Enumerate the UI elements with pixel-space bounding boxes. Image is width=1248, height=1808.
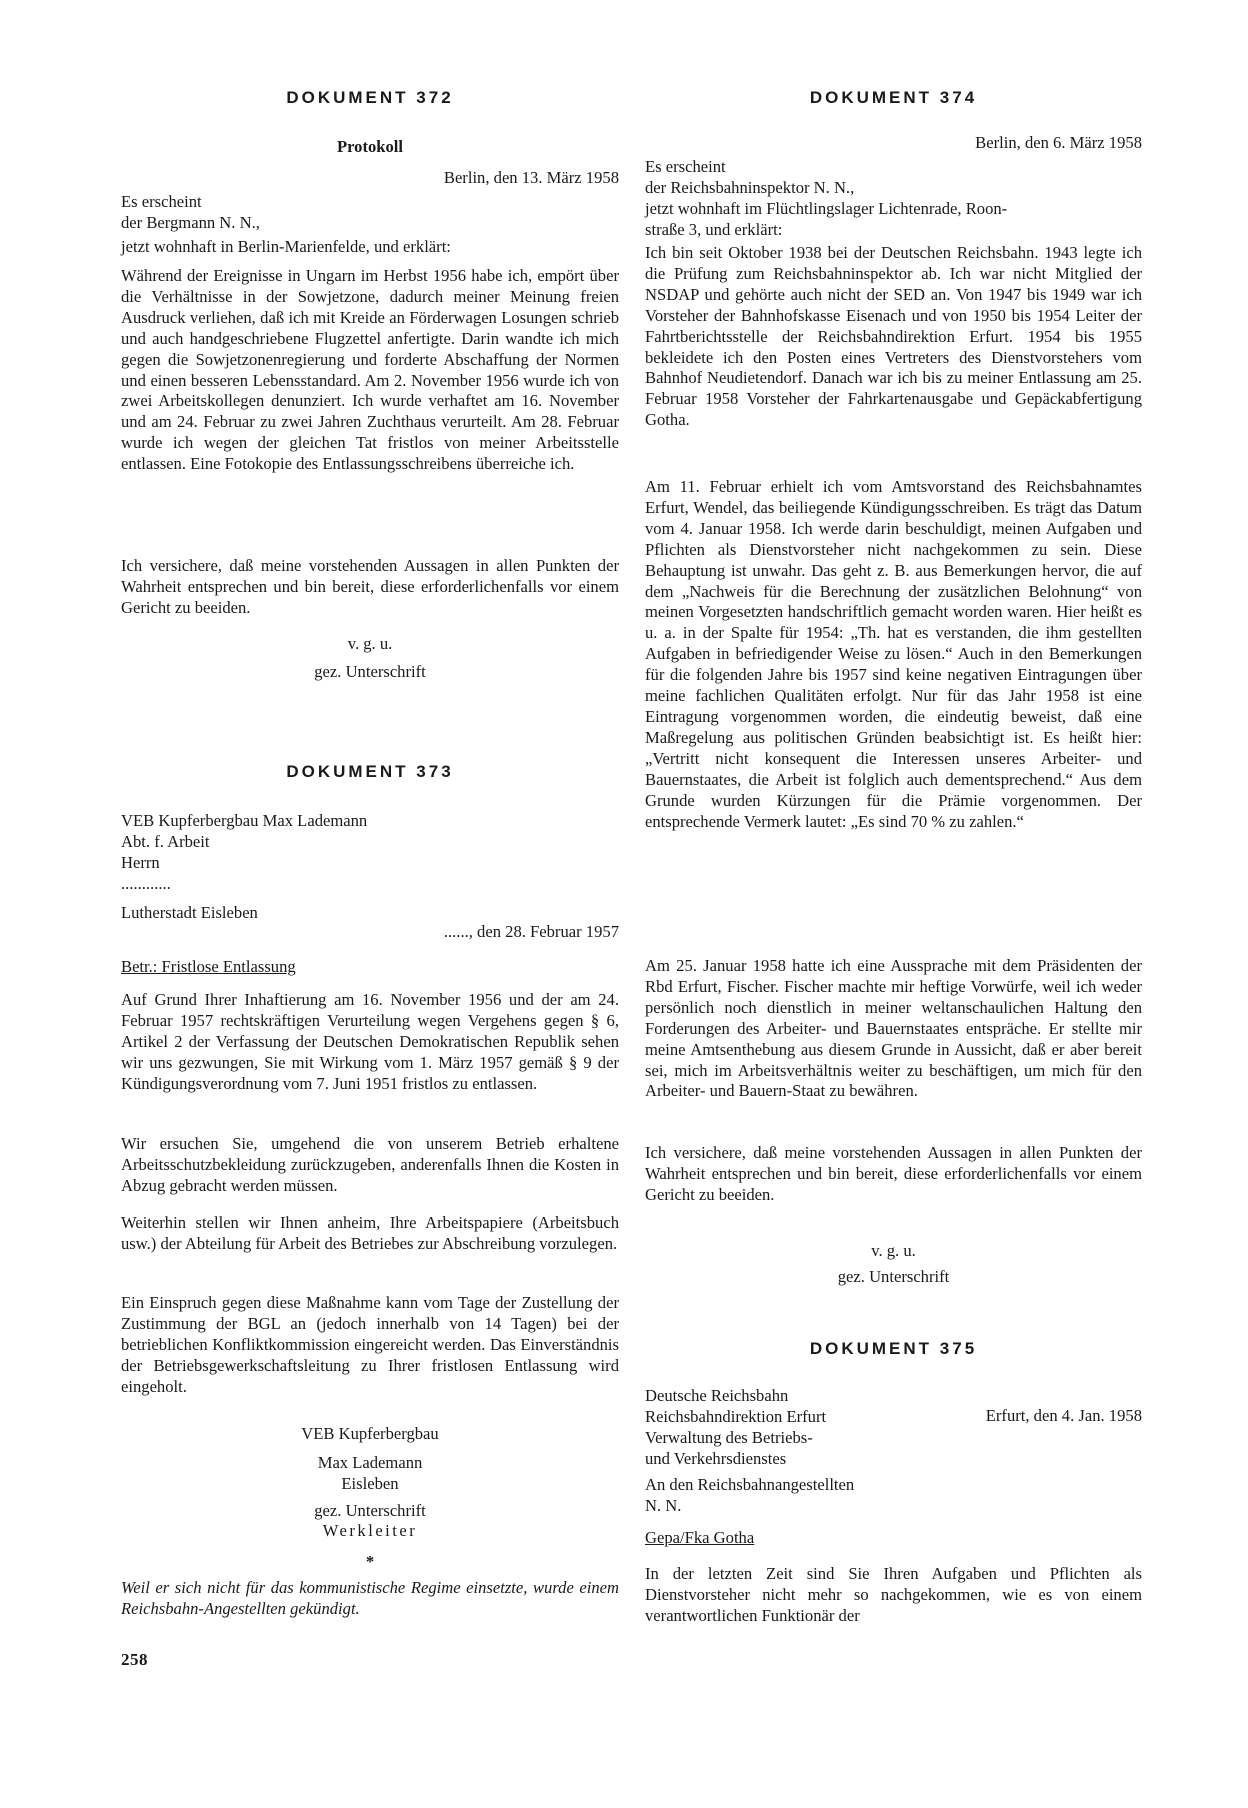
doc373-role: Werkleiter: [322, 1521, 418, 1540]
doc373-sender: [121, 811, 619, 895]
doc374-intro-line-1: Es erscheint: [645, 157, 726, 176]
doc373-place: Lutherstadt Eisleben: [121, 903, 258, 922]
doc375-heading: DOKUMENT 375: [809, 1339, 978, 1358]
doc373-closing1: VEB Kupferbergbau: [301, 1424, 439, 1443]
doc374-para2: Am 11. Februar erhielt ich vom Amtsvorstand des Reichsbahnamtes Erfurt, Wendel, das beiliegende Kündigungsschreiben. Es trägt das Datum vom 4. Januar 1958. Ich werde darin beschuldigt, meinen Aufgaben und Pflichten als Dienstvorsteher nicht nachgekommen zu sein. Diese Behauptung ist unwahr. Das geht z. B. aus Bemerkungen hervor, die auf dem „Nachweis für die Berechnung der zusätzlichen Belohnung“ von meinen Vorgesetzten handschriftlich gemacht worden waren. Hier heißt es u. a. in der Spalte für 1954: „Th. hat es verstanden, die ihm gestellten Aufgaben in befriedigender Weise zu lösen.“ Auch in den Bemerkungen für die folgenden Jahre bis 1957 sind keine negativen Eintragungen über meine fachlichen Qualitäten erfolgt. Nur für das Jahr 1958 ist eine Eintragung vorgenommen worden, die eindeutig beweist, daß eine Maßregelung aus politischen Gründen beabsichtigt ist. Es heißt hier: „Vertritt nicht konsequent die Interessen unseres Arbeiter- und Bauernstaates, die Arbeit ist folglich auch dementsprechend.“ Aus dem Grunde wurden Kürzungen für die Prämie vorgenommen. Der entsprechende Vermerk lautet: „Es sind 70 % zu zahlen.“: [645, 477, 1142, 831]
doc372-intro-line-1: Es erscheint: [121, 192, 202, 211]
doc372-residence: jetzt wohnhaft in Berlin-Marienfelde, und erklärt:: [121, 237, 451, 256]
doc375-sender-line-4: und Verkehrsdienstes: [645, 1448, 787, 1468]
doc375-para1: In der letzten Zeit sind Sie Ihren Aufgaben und Pflichten als Dienstvorsteher nicht mehr so nachgekommen, wie es von einem verantwortlichen Funktionär der: [645, 1564, 1142, 1625]
doc375-reference-text: Gepa/Fka Gotha: [645, 1528, 755, 1547]
doc372-para1: Während der Ereignisse in Ungarn im Herbst 1956 habe ich, empört über die Verhältnisse in der Sowjetzone, dadurch meiner Meinung freien Ausdruck verliehen, daß ich mit Kreide an Förderwagen Losungen schrieb und auch handgeschriebene Flugzettel anfertigte. Darin wandte ich mich gegen die Sowjetzonenregierung und forderte Abschaffung der Normen und einen besseren Lebensstandard. Am 2. November 1956 wurde ich von zwei Arbeitskollegen denunziert. Ich wurde verhaftet am 16. November und am 24. Februar zu zwei Jahren Zuchthaus verurteilt. Am 28. Februar wurde ich wegen der gleichen Tat fristlos von meiner Arbeitsstelle entlassen. Eine Fotokopie des Entlassungsschreibens überreiche ich.: [121, 266, 619, 474]
doc374-intro-line-2: der Reichsbahninspektor N. N.,: [645, 177, 855, 197]
doc373-heading: DOKUMENT 373: [286, 762, 454, 781]
doc374-signature: gez. Unterschrift: [837, 1267, 950, 1286]
doc373-closing2-line-2: Eisleben: [341, 1473, 399, 1493]
doc374-para3: Am 25. Januar 1958 hatte ich eine Aussprache mit dem Präsidenten der Rbd Erfurt, Fischer. Fischer machte mir heftige Vorwürfe, weil ich weder persönlich noch dienstlich in meiner weltanschaulichen Haltung den Forderungen des Arbeiter- und Bauernstaates entspräche. Er stellte mir meine Amtsenthebung aus diesem Grunde in Aussicht, daß er aber bereit sei, mich im Arbeitsverhältnis weiter zu beschäftigen, um mich für den Arbeiter- und Bauern-Staat zu bewähren.: [645, 956, 1142, 1101]
doc375-sender: [645, 1386, 1142, 1470]
doc373-sender-line-2: Abt. f. Arbeit: [121, 831, 210, 851]
doc373-para3: Weiterhin stellen wir Ihnen anheim, Ihre Arbeitspapiere (Arbeitsbuch usw.) der Abteilung für Arbeit des Betriebes zur Abschreibung vorzulegen.: [121, 1213, 619, 1253]
doc374-para4: Ich versichere, daß meine vorstehenden Aussagen in allen Punkten der Wahrheit entsprechen und bin bereit, diese erforderlichenfalls vor einem Gericht zu beeiden.: [645, 1143, 1142, 1204]
doc373-signature: gez. Unterschrift: [314, 1501, 426, 1520]
page-number: 258: [121, 1650, 148, 1669]
doc375-dateline: Erfurt, den 4. Jan. 1958: [985, 1406, 1142, 1425]
doc373-sender-line-1: VEB Kupferbergbau Max Lademann: [121, 811, 368, 830]
doc372-dateline: Berlin, den 13. März 1958: [443, 168, 619, 187]
doc373-subject-text: Betr.: Fristlose Entlassung: [121, 957, 296, 976]
doc372-para2: Ich versichere, daß meine vorstehenden Aussagen in allen Punkten der Wahrheit entsprechen und bin bereit, diese erforderlichenfalls vor einem Gericht zu beeiden.: [121, 556, 619, 617]
doc375-sender-line-2: Reichsbahndirektion Erfurt: [645, 1406, 827, 1426]
doc373-subject: [121, 957, 619, 978]
doc374-intro-line-3: jetzt wohnhaft im Flüchtlingslager Lichtenrade, Roon-: [645, 198, 1008, 218]
doc375-recipient: [645, 1475, 1142, 1517]
doc373-para4: Ein Einspruch gegen diese Maßnahme kann vom Tage der Zustellung der Zustimmung der BGL an (jedoch innerhalb von 14 Tagen) bei der betrieblichen Konfliktkommission eingereicht werden. Das Einverständnis der Betriebsgewerkschaftsleitung zu Ihrer fristlosen Entlassung wird eingeholt.: [121, 1293, 619, 1396]
doc375-reference: [645, 1528, 1142, 1549]
doc373-sender-line-4: ............: [121, 873, 171, 893]
doc374-heading: DOKUMENT 374: [809, 88, 978, 107]
doc373-para1: Auf Grund Ihrer Inhaftierung am 16. November 1956 und der am 24. Februar 1957 rechtskräftigen Verurteilung wegen Vergehens gegen § 6, Artikel 2 der Verfassung der Deutschen Demokratischen Republik sehen wir uns gezwungen, Sie mit Wirkung vom 1. März 1957 gemäß § 9 der Kündigungsverordnung vom 7. Juni 1951 fristlos zu entlassen.: [121, 990, 619, 1093]
doc373-closing2: [121, 1453, 619, 1495]
doc374-caption: Weil er sich nicht für das kommunistische Regime einsetzte, wurde einem Reichsbahn-Angestellten gekündigt.: [121, 1578, 619, 1618]
doc374-para1: Ich bin seit Oktober 1938 bei der Deutschen Reichsbahn. 1943 legte ich die Prüfung zum Reichsbahninspektor ab. Ich war nicht Mitglied der NSDAP und gehörte auch nicht der SED an. Von 1947 bis 1949 war ich Vorsteher der Bahnhofskasse Eisenach und von 1950 bis 1954 Leiter der Fahrtberichtsstelle der Reichsbahndirektion Erfurt. 1954 bis 1955 bekleidete ich den Posten eines Vertreters des Dienstvorstehers vom Bahnhof Neudietendorf. Danach war ich bis zu meiner Entlassung am 25. Februar 1958 Vorsteher der Fahrkartenausgabe und Gepäckabfertigung Gotha.: [645, 243, 1142, 430]
doc372-signature: gez. Unterschrift: [314, 662, 426, 681]
doc372-vgu: v. g. u.: [347, 634, 393, 653]
doc374-intro: [645, 157, 1142, 241]
doc374-vgu: v. g. u.: [871, 1241, 916, 1260]
doc372-intro-line-2: der Bergmann N. N.,: [121, 212, 260, 232]
doc375-recipient-line-2: N. N.: [645, 1495, 682, 1515]
doc373-dateline: ......, den 28. Februar 1957: [443, 922, 619, 941]
doc372-heading: DOKUMENT 372: [286, 88, 454, 107]
doc372-subtitle: Protokoll: [336, 137, 404, 156]
separator-star: *: [365, 1552, 375, 1571]
doc375-recipient-line-1: An den Reichsbahnangestellten: [645, 1475, 855, 1494]
doc374-dateline: Berlin, den 6. März 1958: [975, 133, 1142, 152]
doc372-intro: [121, 192, 619, 234]
doc374-intro-line-4: straße 3, und erklärt:: [645, 219, 783, 239]
doc375-sender-line-1: Deutsche Reichsbahn: [645, 1386, 789, 1405]
doc373-closing2-line-1: Max Lademann: [317, 1453, 423, 1472]
doc373-para2: Wir ersuchen Sie, umgehend die von unserem Betrieb erhaltene Arbeitsschutzbekleidung zurückzugeben, anderenfalls Ihnen die Kosten in Abzug gebracht werden müssen.: [121, 1134, 619, 1195]
doc375-sender-line-3: Verwaltung des Betriebs-: [645, 1427, 813, 1447]
doc373-sender-line-3: Herrn: [121, 852, 160, 872]
